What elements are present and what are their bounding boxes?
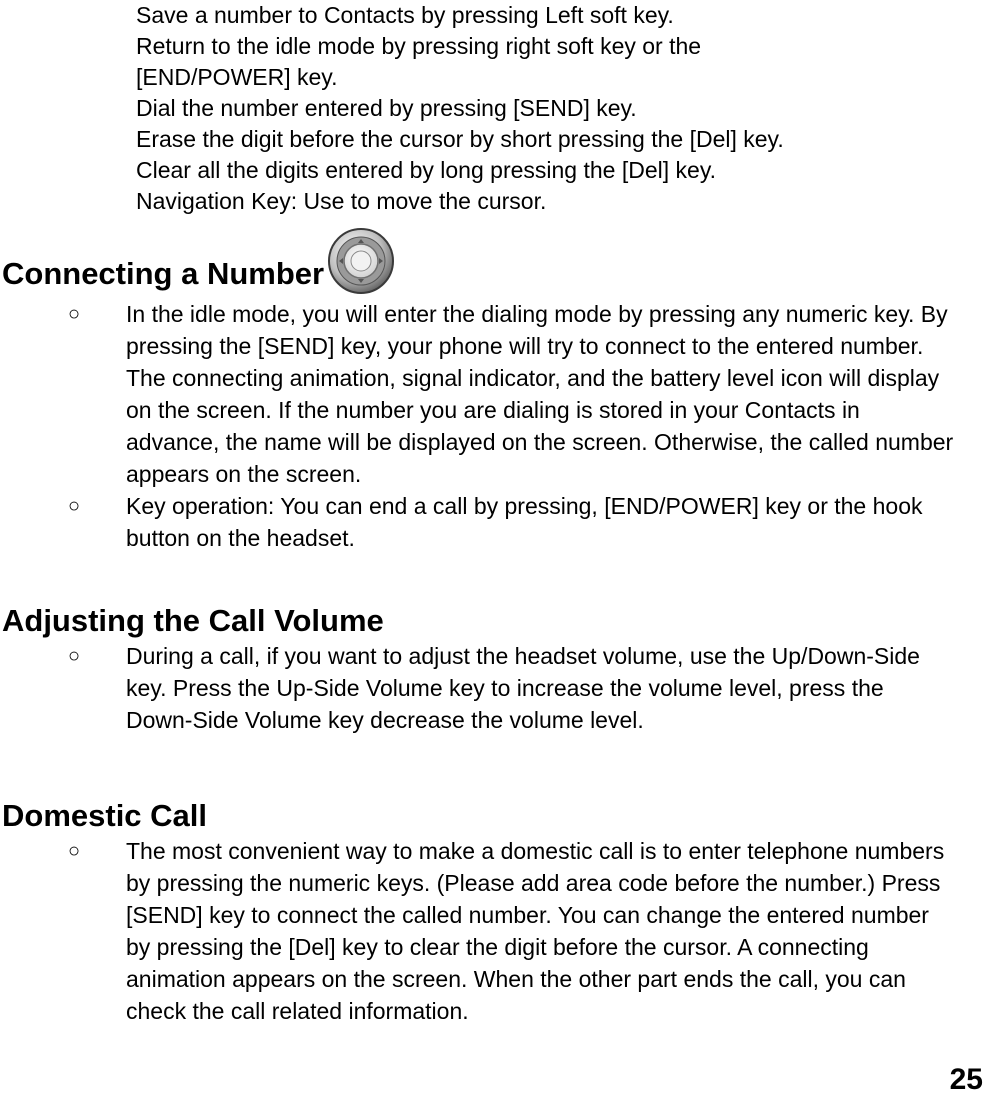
bullet-mark: ○ xyxy=(68,303,81,325)
bullet-mark: ○ xyxy=(68,840,81,862)
list-item-text: Key operation: You can end a call by pressing, [END/POWER] key or the hook button on the headset. xyxy=(126,493,923,551)
section-title: Connecting a Number xyxy=(2,256,325,291)
intro-line: Save a number to Contacts by pressing Left soft key. xyxy=(136,2,674,28)
section-connecting-a-number xyxy=(0,222,987,554)
section-adjusting-call-volume xyxy=(0,603,987,736)
list-item-text: The most convenient way to make a domestic call is to enter telephone numbers by pressing the numeric keys. (Please add area code before the number.) Press [SEND] key to connect the called number. You can change the entered number by pressing the [Del] key to clear the digit before the cursor. A connecting animation appears on the screen. When the other part ends the call, you can check the call related information. xyxy=(126,838,945,1024)
intro-line: [END/POWER] key. xyxy=(136,64,338,90)
section-heading xyxy=(2,222,987,292)
list-item xyxy=(0,490,956,554)
intro-line: Dial the number entered by pressing [SEND] key. xyxy=(136,95,637,121)
list-item-text: During a call, if you want to adjust the headset volume, use the Up/Down-Side key. Press the Up-Side Volume key to increase the volume level, press the Down-Side Volume key decrease the volume level. xyxy=(126,643,920,733)
page-number: 25 xyxy=(949,1063,983,1096)
bullet-mark: ○ xyxy=(68,495,81,517)
list-item-text: In the idle mode, you will enter the dialing mode by pressing any numeric key. By pressing the [SEND] key, your phone will try to connect to the entered number. The connecting animation, signal indicator, and the battery level icon will display on the screen. If the number you are dialing is stored in your Contacts in advance, the name will be displayed on the screen. Otherwise, the called number appears on the screen. xyxy=(126,301,954,487)
bullet-mark: ○ xyxy=(68,645,81,667)
section-title: Domestic Call xyxy=(2,798,208,833)
list-item xyxy=(0,835,956,1027)
intro-line: Clear all the digits entered by long pressing the [Del] key. xyxy=(136,157,716,183)
section-domestic-call xyxy=(0,798,987,1027)
intro-key-list xyxy=(136,0,966,217)
intro-line: Navigation Key: Use to move the cursor. xyxy=(136,188,547,214)
section-title: Adjusting the Call Volume xyxy=(2,603,384,638)
intro-line: Erase the digit before the cursor by short pressing the [Del] key. xyxy=(136,126,784,152)
section-heading xyxy=(2,798,987,834)
intro-line: Return to the idle mode by pressing right soft key or the xyxy=(136,33,702,59)
navigation-key-icon xyxy=(326,228,396,298)
list-item xyxy=(0,298,956,490)
section-heading xyxy=(2,603,987,639)
list-item xyxy=(0,640,956,736)
